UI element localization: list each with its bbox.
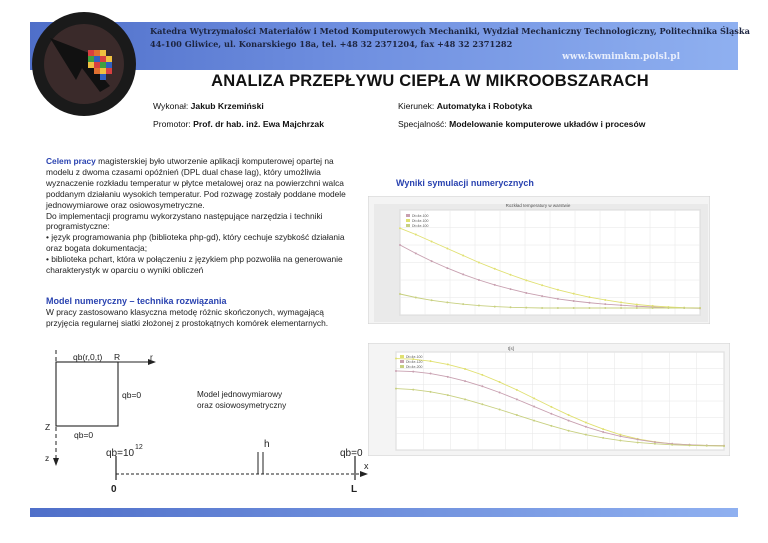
chart2-series-2-point [499,392,501,394]
chart1-series-1-point [620,304,622,306]
chart1-series-2-point [620,301,622,303]
chart1-series-2-point [525,279,527,281]
chart1-series-3-point [525,307,527,309]
chart2-series-3-point [533,420,535,422]
chart1-series-3-point [667,307,669,309]
chart2-series-3-point [499,408,501,410]
qb-1e12-label: qb=10 [106,448,135,459]
chart1-series-3-point [699,307,701,309]
intro-block [46,156,346,276]
chart1-series-2-point [415,234,417,236]
chart2-series-3-point [671,444,673,446]
chart1-series-3-point [494,306,496,308]
chart2-series-3-point [619,440,621,442]
chart2-series-2-point [550,413,552,415]
chart1-series-3-point [588,307,590,309]
field-value: Automatyka i Robotyka [436,101,533,111]
model-text: W pracy zastosowano klasyczna metodę różnic skończonych, wymagającą przyjęcia regularnej siatki złożonej z prostokątnych komórek elementarnych. [46,307,329,328]
chart2-series-3-point [412,389,414,391]
promoter-label: Promotor: [153,119,191,129]
chart1-series-1-point [399,244,401,246]
chart1-series-3-point [541,307,543,309]
chart2-series-3-point [481,403,483,405]
chart2-series-2-point [568,420,570,422]
chart2-series-2-point [464,380,466,382]
chart2-series-1-point [430,360,432,362]
chart1-series-1-point [541,295,543,297]
field-row [398,101,532,111]
R-label: R [114,352,121,362]
intro-highlight: Celem pracy [46,156,96,166]
chart1-series-3-point [478,305,480,307]
chart1-series-2-point [604,299,606,301]
zero-label: 0 [111,484,117,495]
qb0-bottom-label: qb=0 [74,430,94,440]
x-label: x [364,461,369,471]
chart2-series-2-point [619,435,621,437]
chart1-series-2-point [494,268,496,270]
Z-label: Z [45,422,51,432]
promoter-name: Prof. dr hab. inż. Ewa Majchrzak [193,119,324,129]
chart1-series-1-point [478,279,480,281]
chart2-series-1-point [585,422,587,424]
chart1-series-3-point [462,303,464,305]
chart1-series-1-point [557,298,559,300]
chart2-legend-3: Dt=4e-200 [406,365,423,369]
chart2-legend [400,355,422,369]
chart2-series-3-point [637,441,639,443]
chart2-series-3-point [723,445,725,447]
chart1-legend-2: Dt=4e-100 [412,219,429,223]
header-line1: Katedra Wytrzymałości Materiałów i Metod Komputerowych Mechaniki, Wydział Mechaniczny Technologiczny, Politechnika Śląska [150,26,750,36]
chart2-series-3-point [602,437,604,439]
L-label: L [351,484,358,495]
chart1-series-3-point [683,307,685,309]
chart2-series-2-point [481,385,483,387]
spec-value: Modelowanie komputerowe układów i procesów [449,119,646,129]
chart2-title: t[s] [508,346,515,351]
chart2-series-3-point [516,414,518,416]
chart2-series-2-point [447,376,449,378]
chart1-legend-1: Dt=4e-100 [412,214,429,218]
chart2-series-2-point [430,373,432,375]
intro-bullet2: • biblioteka pchart, która w połączeniu z językiem php pozwoliła na generowanie charakterystyk w oparciu o wyniki obliczeń [46,254,343,276]
chart1-series-3-point [431,299,433,301]
chart2-series-3-point [654,443,656,445]
chart1-series-1-point [636,305,638,307]
chart1-series-3-point [415,297,417,299]
model-heading: Model numeryczny – technika rozwiązania [46,296,227,306]
chart2-series-1-point [602,428,604,430]
chart1-series-3-point [446,301,448,303]
chart2-series-1-point [499,381,501,383]
chart1-series-3-point [510,306,512,308]
chart1-series-3-point [620,307,622,309]
footer-bar [30,508,738,517]
author-label: Wykonał: [153,101,189,111]
intro-bullet1: • język programowania php (biblioteka php-gd), który cechuje szybkość działania oraz bogata dokumentacja; [46,232,345,254]
chart2-series-1-point [447,363,449,365]
chart2-series-3-point [447,394,449,396]
chart1-series-2-point [652,305,654,307]
chart1-series-1-point [604,303,606,305]
chart1-series-3-point [399,293,401,295]
chart1-series-2-point [446,248,448,250]
chart2-series-3-point [706,445,708,447]
intro-tools: Do implementacji programu wykorzystano następujące narzędzia i techniki programistyczne: [46,210,323,232]
spec-row [398,119,645,129]
chart2-series-1-point [516,389,518,391]
chart1-series-3-point [652,307,654,309]
chart1-series-2-point [431,241,433,243]
chart1-series-1-point [431,260,433,262]
header-line2: 44-100 Gliwice, ul. Konarskiego 18a, tel. +48 32 2371204, fax +48 32 2371282 [150,39,513,49]
chart2-legend-2: Dt=4e-120 [406,360,423,364]
chart1-series-2-point [588,296,590,298]
chart1-series-1-point [573,300,575,302]
chart2-series-1-point [481,374,483,376]
chart-temperature-1 [368,196,710,324]
diagram-caption-1: Model jednowymiarowy [197,390,283,399]
chart2-series-1-point [550,406,552,408]
chart1-series-2-point [636,304,638,306]
chart1-series-1-point [494,284,496,286]
domain-rect [56,362,118,426]
chart1-series-3-point [573,307,575,309]
chart1-series-1-point [415,252,417,254]
qb-exp-label: 12 [135,444,143,451]
chart1-series-1-point [510,288,512,290]
z-arrow-head [53,458,59,466]
chart1-series-1-point [525,292,527,294]
chart2-series-3-point [550,425,552,427]
spec-label: Specjalność: [398,119,447,129]
chart1-series-3-point [557,307,559,309]
chart1-series-1-point [462,273,464,275]
chart2-series-3-point [585,434,587,436]
qb-rt-label: qb(r,0,t) [73,352,103,362]
chart2-series-3-point [395,388,397,390]
chart1-series-2-point [510,274,512,276]
model-diagram [40,348,385,498]
r-label: r [150,352,153,362]
author-name: Jakub Krzemiński [190,101,264,111]
chart1-series-2-point [541,284,543,286]
x-arrow-head [360,471,368,477]
intro-text: magisterskiej było utworzenie aplikacji komputerowej opartej na modelu z dwoma czasami opóźnień (DPL dual chase lag), który umożliwia wyznaczenie rozkładu temperatur w płytce metalowej oraz na powierzchni walca poddanym działaniu wysokich temperatur. Pod rozwagę zostały poddane modele jednowymiarowe oraz osiowosymetryczne. [46,156,346,210]
chart2-series-2-point [533,406,535,408]
qb0-right-label: qb=0 [122,390,142,400]
chart1-legend [406,214,428,228]
chart1-series-1-point [588,302,590,304]
chart2-series-1-point [464,368,466,370]
chart2-series-2-point [637,439,639,441]
chart2-series-1-point [395,358,397,360]
chart1-series-1-point [446,267,448,269]
chart1-series-2-point [399,227,401,229]
chart2-series-3-point [688,444,690,446]
chart2-legend-1: Dt=4e-100 [406,355,423,359]
page-title: ANALIZA PRZEPŁYWU CIEPŁA W MIKROOBSZARACH [211,72,649,90]
chart2-series-3-point [568,430,570,432]
chart2-series-2-point [395,370,397,372]
chart2-series-2-point [412,371,414,373]
field-label: Kierunek: [398,101,435,111]
chart1-series-3-point [636,307,638,309]
qb0-end-label: qb=0 [340,448,363,459]
department-logo [30,10,138,118]
chart2-series-2-point [602,431,604,433]
chart1-series-2-point [478,262,480,264]
h-label: h [264,439,270,450]
chart1-series-2-point [573,293,575,295]
diagram-caption-2: oraz osiowosymetryczny [197,401,287,410]
chart1-legend-3: Dt=4e-100 [412,224,429,228]
promoter-row [153,119,324,129]
chart2-series-2-point [585,426,587,428]
chart1-series-2-point [462,255,464,257]
results-heading: Wyniki symulacji numerycznych [396,178,534,188]
chart2-series-1-point [533,397,535,399]
chart1-series-3-point [604,307,606,309]
chart2-series-3-point [430,391,432,393]
chart2-series-1-point [568,414,570,416]
chart1-series-2-point [557,289,559,291]
chart-temperature-2 [368,343,730,456]
author-row [153,101,264,111]
header-url[interactable]: www.kwmimkm.polsl.pl [562,52,680,62]
chart2-series-3-point [464,398,466,400]
z-label: z [45,453,50,463]
chart2-series-2-point [516,398,518,400]
chart1-title: Rozkład temperatury w warstwie [505,203,571,208]
